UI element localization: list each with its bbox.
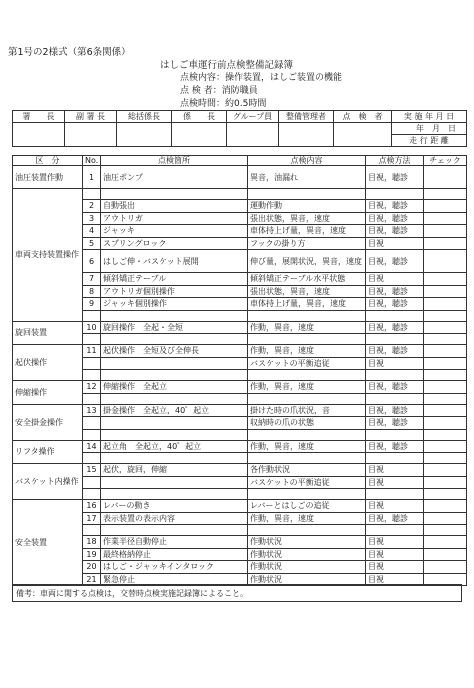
- row-check[interactable]: [424, 298, 467, 311]
- sig-box-chief[interactable]: [13, 123, 65, 147]
- row-check[interactable]: [424, 357, 467, 370]
- row-content: バスケットの平衡追従: [248, 357, 366, 370]
- row-no: 4: [83, 225, 101, 238]
- duration-line: 点検時間：約0.5時間: [180, 99, 267, 109]
- col-header-location: 点検箇所: [101, 156, 248, 166]
- row-check[interactable]: [424, 500, 467, 513]
- row-content: 伸び量，展開状況，異音，速度: [248, 250, 366, 273]
- category-safety-hook: 安全掛金操作: [13, 404, 83, 440]
- col-header-no: No.: [83, 156, 101, 166]
- row-no: 18: [83, 536, 101, 549]
- col-header-content: 点検内容: [248, 156, 366, 166]
- inspection-table: [12, 155, 467, 586]
- row-item: 表示装置の表示内容: [101, 512, 248, 525]
- row-check[interactable]: [424, 189, 467, 200]
- category-hydraulic: 油圧装置作動: [13, 166, 83, 189]
- row-no: 17: [83, 512, 101, 525]
- row-item: 起立角 全起立，40゜起立: [101, 440, 248, 453]
- col-header-method: 点検方法: [366, 156, 424, 166]
- row-content: 作動，異音，速度: [248, 440, 366, 453]
- row-item: はしご・ジャッキインタロック: [101, 561, 248, 574]
- row-item: 作業半径自動停止: [101, 536, 248, 549]
- sig-header-maintenance-manager: 整備管理者: [279, 111, 334, 123]
- row-check[interactable]: [424, 404, 467, 417]
- row-content: 作動状況: [248, 573, 366, 586]
- row-check[interactable]: [424, 285, 467, 298]
- row-method: 目視，聴診: [366, 440, 424, 453]
- row-content: レバーとはしごの追従: [248, 500, 366, 513]
- row-check[interactable]: [424, 440, 467, 453]
- row-check[interactable]: [424, 321, 467, 334]
- row-check[interactable]: [424, 381, 467, 394]
- row-check[interactable]: [424, 166, 467, 189]
- row-item: 伸縮操作 全起立: [101, 381, 248, 394]
- row-method: 目視，聴診: [366, 166, 424, 189]
- category-basket: バスケット内操作: [13, 464, 83, 500]
- row-method: 目視，聴診: [366, 200, 424, 213]
- row-method: 目視: [366, 273, 424, 286]
- row-check[interactable]: [424, 464, 467, 477]
- row-method: 目視: [366, 476, 424, 489]
- row-check[interactable]: [424, 212, 467, 225]
- row-method: 目視，聴診: [366, 321, 424, 334]
- row-item: 起伏操作 全短及び全伸長: [101, 345, 248, 358]
- row-item: 最終格納停止: [101, 548, 248, 561]
- row-check[interactable]: [424, 225, 467, 238]
- row-check[interactable]: [424, 548, 467, 561]
- row-content: 作動状況: [248, 548, 366, 561]
- row-method: 目視: [366, 500, 424, 513]
- row-content: フックの掛り方: [248, 237, 366, 250]
- row-item: ジャッキ: [101, 225, 248, 238]
- row-method: 目視，聴診: [366, 298, 424, 311]
- sig-header-deputy: 副 署 長: [65, 111, 117, 123]
- category-safety: 安全装置: [13, 500, 83, 586]
- row-check[interactable]: [424, 393, 467, 404]
- row-content: 張出状態，異音，速度: [248, 212, 366, 225]
- sig-header-general-manager: 総括係長: [117, 111, 172, 123]
- row-item: 自動張出: [101, 200, 248, 213]
- row-check[interactable]: [424, 200, 467, 213]
- row-check[interactable]: [424, 536, 467, 549]
- sig-distance-label: 走 行 距 離: [392, 135, 467, 147]
- row-content: 張出状態，異音，速度: [248, 285, 366, 298]
- row-check[interactable]: [424, 489, 467, 500]
- sig-box-deputy[interactable]: [65, 123, 117, 147]
- row-content: 傾斜矯正テーブル水平状態: [248, 273, 366, 286]
- row-item: はしご伸・バスケット展開: [101, 250, 248, 273]
- category-rotation: 旋回装置: [13, 321, 83, 345]
- sig-box-inspector[interactable]: [334, 123, 392, 147]
- row-method: 目視: [366, 548, 424, 561]
- row-content: 運動作動: [248, 200, 366, 213]
- col-header-check: チェック: [424, 156, 467, 166]
- document-title: はしご車運行前点検整備記録簿: [160, 60, 294, 71]
- row-method: 目視，聴診: [366, 404, 424, 417]
- row-check[interactable]: [424, 561, 467, 574]
- signature-table: [12, 110, 467, 147]
- row-method: 目視: [366, 237, 424, 250]
- row-content: 作動，異音，速度: [248, 512, 366, 525]
- row-check[interactable]: [424, 512, 467, 525]
- row-content: 作動，異音，速度: [248, 345, 366, 358]
- row-no: 20: [83, 561, 101, 574]
- row-method: 目視，聴診: [366, 285, 424, 298]
- row-check[interactable]: [424, 370, 467, 381]
- remarks-note: 備考：車両に関する点検は，交替時点検実施記録簿によること。: [12, 584, 462, 602]
- row-check[interactable]: [424, 429, 467, 440]
- row-check[interactable]: [424, 237, 467, 250]
- row-content: 各作動状況: [248, 464, 366, 477]
- sig-header-date: 実 施 年 月 日: [392, 111, 467, 123]
- sig-header-section-chief: 係 長: [172, 111, 227, 123]
- row-no: 13: [83, 404, 101, 417]
- category-raise: 起伏操作: [13, 345, 83, 381]
- row-method: 目視，聴診: [366, 345, 424, 358]
- sig-header-group-member: グループ員: [227, 111, 279, 123]
- sig-box-section-chief[interactable]: [172, 123, 227, 147]
- row-no: 16: [83, 500, 101, 513]
- row-content: 異音，油漏れ: [248, 166, 366, 189]
- row-item: 緊急停止: [101, 573, 248, 586]
- col-header-category: 区 分: [13, 156, 83, 166]
- row-no: 8: [83, 285, 101, 298]
- row-method: 目視，聴診: [366, 381, 424, 394]
- row-item: 油圧ポンプ: [101, 166, 248, 189]
- row-content: 車体持上げ量，異音，速度: [248, 225, 366, 238]
- row-item: スプリングロック: [101, 237, 248, 250]
- row-no: 7: [83, 273, 101, 286]
- row-check[interactable]: [424, 476, 467, 489]
- inspection-content: 点検内容：操作装置，はしご装置の機能: [180, 73, 343, 83]
- row-content: 収納時の爪の状態: [248, 417, 366, 430]
- row-content: 車体持上げ量，異音，速度: [248, 298, 366, 311]
- row-method: 目視: [366, 536, 424, 549]
- row-no: 21: [83, 573, 101, 586]
- row-content: 作動，異音，速度: [248, 381, 366, 394]
- inspector-line: 点 検 者：消防職員: [180, 86, 258, 96]
- sig-header-inspector: 点 検 者: [334, 111, 392, 123]
- row-item: 掛金操作 全起立，40゜起立: [101, 404, 248, 417]
- row-no: 2: [83, 200, 101, 213]
- row-item: 起伏，旋回，伸縮: [101, 464, 248, 477]
- category-support: 車両支持装置操作: [13, 189, 83, 322]
- row-no: 5: [83, 237, 101, 250]
- sig-header-chief: 署 長: [13, 111, 65, 123]
- category-extend: 伸縮操作: [13, 381, 83, 405]
- sig-box-group-member[interactable]: [227, 123, 279, 147]
- row-check[interactable]: [424, 525, 467, 536]
- row-content: バスケットの平衡追従: [248, 476, 366, 489]
- sig-date-field[interactable]: 年 月 日: [392, 123, 467, 135]
- row-no: 15: [83, 464, 101, 477]
- row-item: 傾斜矯正テーブル: [101, 273, 248, 286]
- row-content: 作動状況: [248, 536, 366, 549]
- row-no: 14: [83, 440, 101, 453]
- row-item: アウトリガ個別操作: [101, 285, 248, 298]
- row-no: 12: [83, 381, 101, 394]
- row-check[interactable]: [424, 334, 467, 345]
- row-method: 目視: [366, 357, 424, 370]
- row-item: ジャッキ個別操作: [101, 298, 248, 311]
- row-content: 作動，異音，速度: [248, 321, 366, 334]
- row-no: 6: [83, 250, 101, 273]
- category-lifter: リフタ操作: [13, 440, 83, 464]
- row-no: 19: [83, 548, 101, 561]
- sig-box-maintenance-manager[interactable]: [279, 123, 334, 147]
- row-check[interactable]: [424, 250, 467, 273]
- row-no: 1: [83, 166, 101, 189]
- row-check[interactable]: [424, 453, 467, 464]
- sig-box-general-manager[interactable]: [117, 123, 172, 147]
- row-no: 9: [83, 298, 101, 311]
- row-method: 目視，聴診: [366, 417, 424, 430]
- row-method: 目視: [366, 573, 424, 586]
- row-check[interactable]: [424, 345, 467, 358]
- row-no: 10: [83, 321, 101, 334]
- row-item: 旋回操作 全起・全短: [101, 321, 248, 334]
- row-content: 掛けた時の爪状況，音: [248, 404, 366, 417]
- row-method: 目視: [366, 561, 424, 574]
- row-method: 目視: [366, 464, 424, 477]
- row-no: 11: [83, 345, 101, 358]
- row-content: 作動状況: [248, 561, 366, 574]
- row-check[interactable]: [424, 310, 467, 321]
- row-item: レバーの動き: [101, 500, 248, 513]
- row-method: 目視，聴診: [366, 225, 424, 238]
- row-check[interactable]: [424, 273, 467, 286]
- row-method: 目視，聴診: [366, 512, 424, 525]
- row-check[interactable]: [424, 417, 467, 430]
- row-method: 目視，聴診: [366, 212, 424, 225]
- form-number: 第1号の2様式（第6条関係）: [8, 47, 131, 58]
- row-no: 3: [83, 212, 101, 225]
- row-item: アウトリガ: [101, 212, 248, 225]
- row-method: 目視，聴診: [366, 250, 424, 273]
